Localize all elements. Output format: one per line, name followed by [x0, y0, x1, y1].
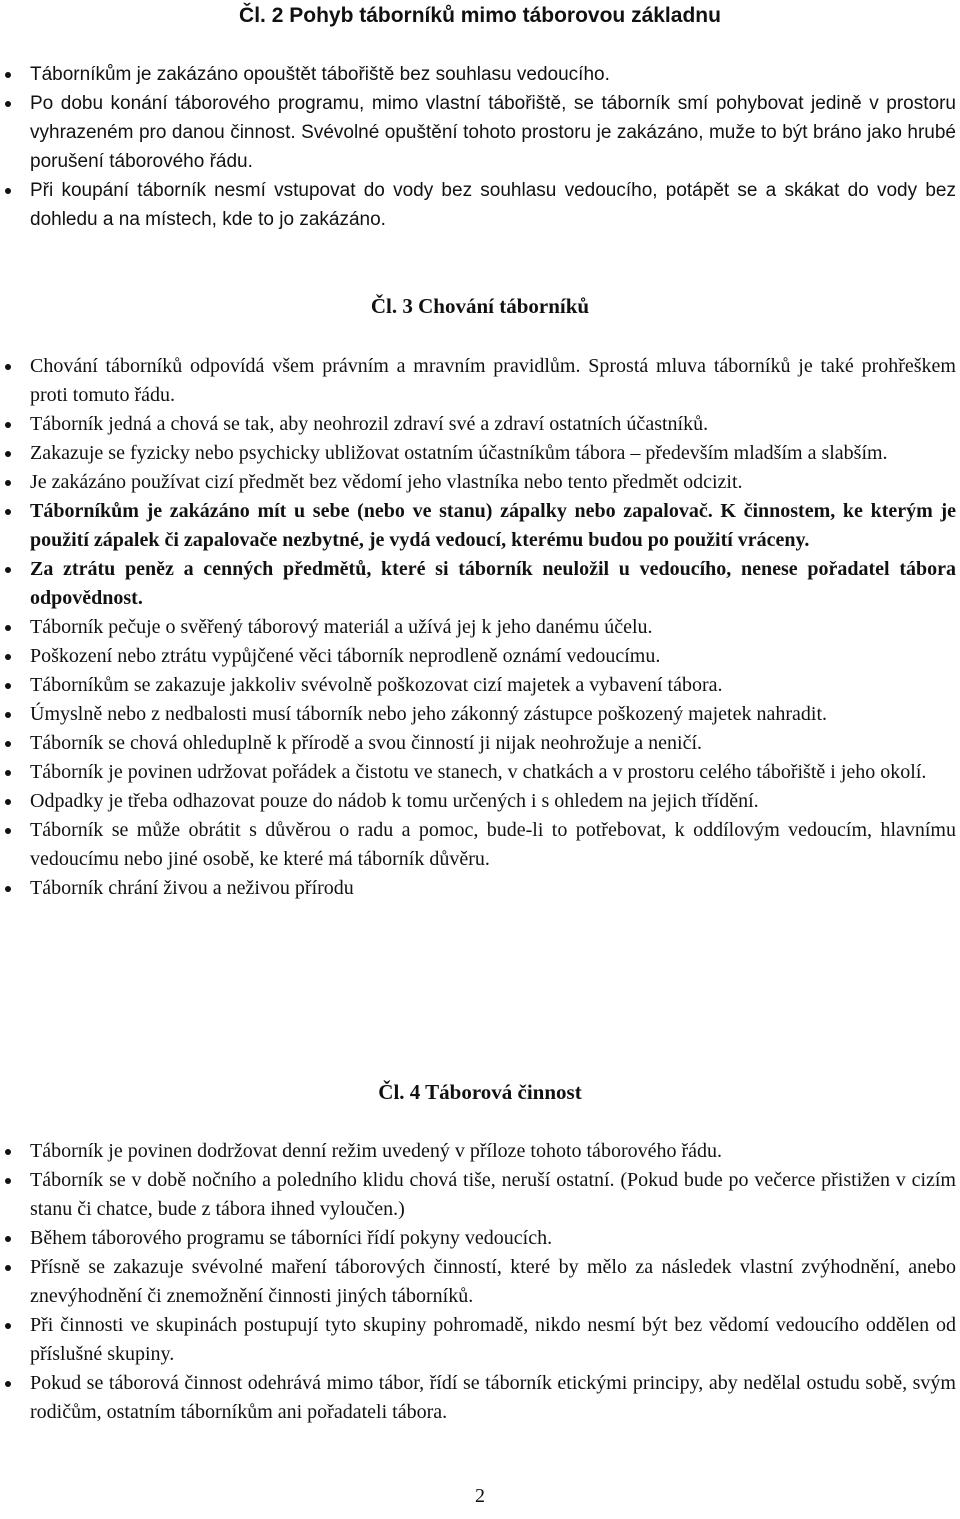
section-heading-3: Čl. 3 Chování táborníků	[370, 294, 590, 318]
section-heading-2: Čl. 2 Pohyb táborníků mimo táborovou základnu	[239, 4, 721, 27]
list-item: Táborník je povinen udržovat pořádek a čistotu ve stanech, v chatkách a v prostoru celého tábořiště i jeho okolí.	[30, 758, 956, 787]
list-item: Při činnosti ve skupinách postupují tyto skupiny pohromadě, nikdo nesmí být bez vědomí vedoucího oddělen od příslušné skupiny.	[30, 1311, 956, 1369]
list-item: Odpadky je třeba odhazovat pouze do nádob k tomu určených i s ohledem na jejich třídění.	[30, 787, 956, 816]
section-4-list	[30, 1137, 956, 1427]
list-item: Táborník se chová ohleduplně k přírodě a svou činností ji nijak neohrožuje a neničí.	[30, 729, 956, 758]
list-item: Táborník pečuje o svěřený táborový materiál a užívá jej k jeho danému účelu.	[30, 613, 956, 642]
section-2-list	[30, 60, 956, 234]
list-item: Během táborového programu se táborníci řídí pokyny vedoucích.	[30, 1224, 956, 1253]
list-item: Poškození nebo ztrátu vypůjčené věci táborník neprodleně oznámí vedoucímu.	[30, 642, 956, 671]
list-item: Táborník jedná a chová se tak, aby neohrozil zdraví své a zdraví ostatních účastníků.	[30, 410, 956, 439]
list-item-bold: Za ztrátu peněz a cenných předmětů, které si táborník neuložil u vedoucího, nenese pořadatel tábora odpovědnost.	[30, 555, 956, 613]
list-item: Chování táborníků odpovídá všem právním a mravním pravidlům. Sprostá mluva táborníků je také prohřeškem proti tomuto řádu.	[30, 352, 956, 410]
list-item: Táborníkům se zakazuje jakkoliv svévolně poškozovat cizí majetek a vybavení tábora.	[30, 671, 956, 700]
list-item: Přísně se zakazuje svévolné maření táborových činností, které by mělo za následek vlastní zvýhodnění, anebo znevýhodnění či znemožnění činnosti jiných táborníků.	[30, 1253, 956, 1311]
list-item: Zakazuje se fyzicky nebo psychicky ubližovat ostatním účastníkům tábora – především mladším a slabším.	[30, 439, 956, 468]
list-item: Táborníkům je zakázáno opouštět tábořiště bez souhlasu vedoucího.	[30, 60, 956, 89]
list-item: Úmyslně nebo z nedbalosti musí táborník nebo jeho zákonný zástupce poškozený majetek nahradit.	[30, 700, 956, 729]
list-item: Pokud se táborová činnost odehrává mimo tábor, řídí se táborník etickými principy, aby nedělal ostudu sobě, svým rodičům, ostatním táborníkům ani pořadateli tábora.	[30, 1369, 956, 1427]
list-item: Je zakázáno používat cizí předmět bez vědomí jeho vlastníka nebo tento předmět odcizit.	[30, 468, 956, 497]
section-heading-4: Čl. 4 Táborová činnost	[378, 1080, 582, 1104]
list-item: Táborník se může obrátit s důvěrou o radu a pomoc, bude-li to potřebovat, k oddílovým vedoucím, hlavnímu vedoucímu nebo jiné osobě, ke které má táborník důvěru.	[30, 816, 956, 874]
list-item: Táborník chrání živou a neživou přírodu	[30, 874, 956, 903]
list-item: Táborník se v době nočního a poledního klidu chová tiše, neruší ostatní. (Pokud bude po večerce přistižen v cizím stanu či chatce, bude z tábora ihned vyloučen.)	[30, 1166, 956, 1224]
list-item: Táborník je povinen dodržovat denní režim uvedený v příloze tohoto táborového řádu.	[30, 1137, 956, 1166]
section-3-list	[30, 352, 956, 903]
list-item: Po dobu konání táborového programu, mimo vlastní tábořiště, se táborník smí pohybovat jedině v prostoru vyhrazeném pro danou činnost. Svévolné opuštění tohoto prostoru je zakázáno, muže to být bráno jako hrubé porušení táborového řádu.	[30, 89, 956, 176]
page-number: 2	[475, 1485, 485, 1507]
list-item-bold: Táborníkům je zakázáno mít u sebe (nebo ve stanu) zápalky nebo zapalovač. K činnostem, ke kterým je použití zápalek či zapalovače nezbytné, je vydá vedoucí, kterému budou po použití vráceny.	[30, 497, 956, 555]
list-item: Při koupání táborník nesmí vstupovat do vody bez souhlasu vedoucího, potápět se a skákat do vody bez dohledu a na místech, kde to jo zakázáno.	[30, 176, 956, 234]
